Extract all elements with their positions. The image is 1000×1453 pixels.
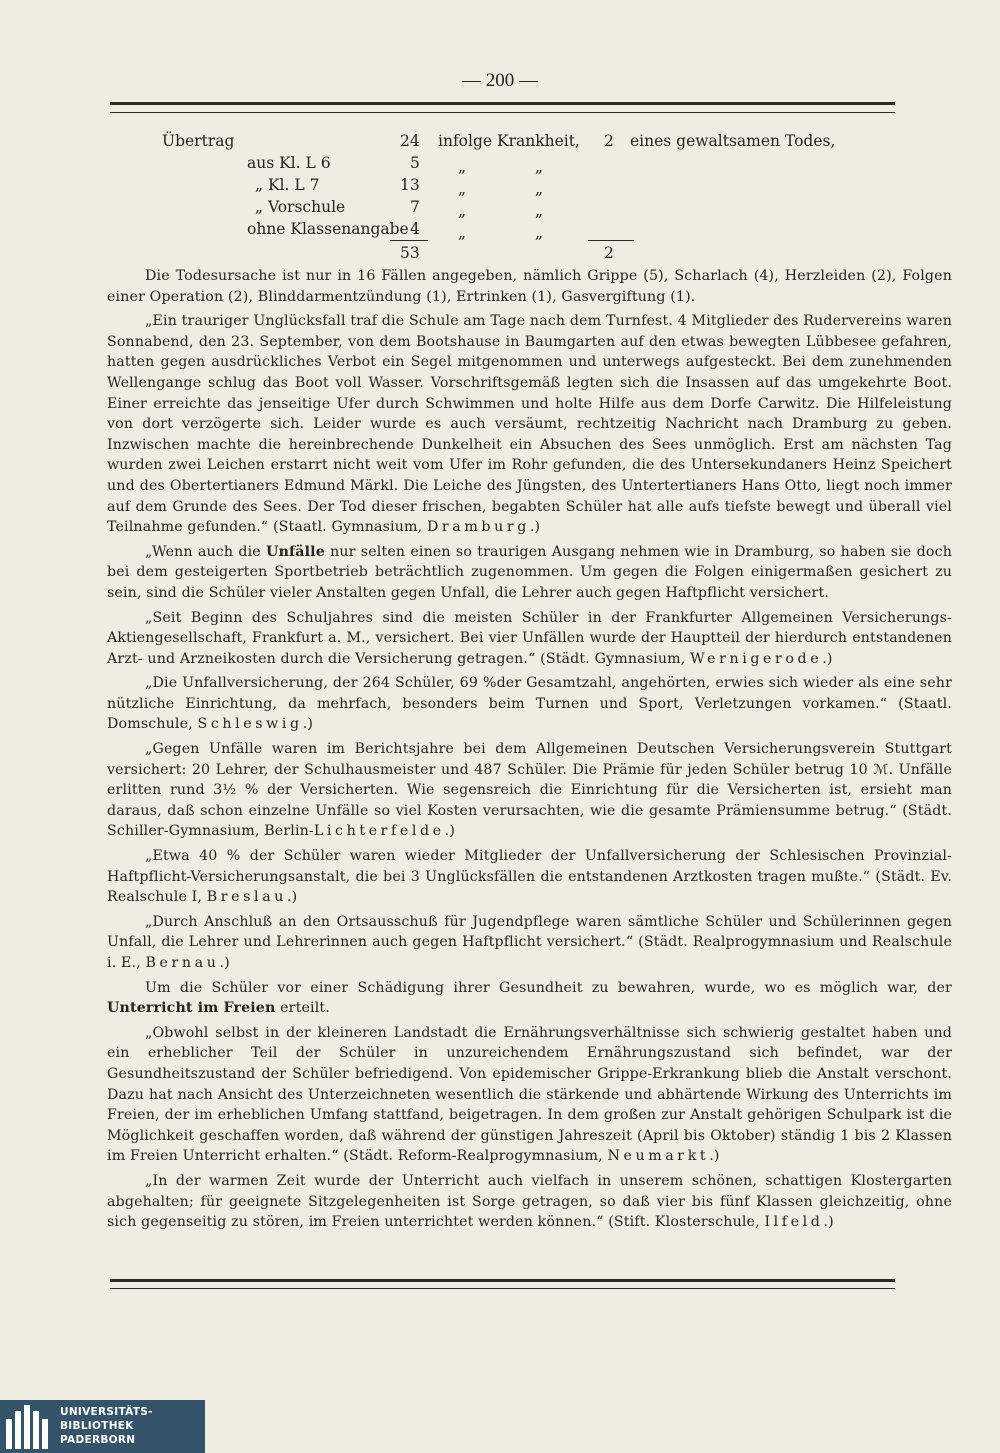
paragraph: „Die Unfallversicherung, der 264 Schüler, 69 %der Gesamtzahl, angehörten, erwies sich wieder als eine sehr nützliche Einrichtung, da mehrfach, besonders beim Turnen und Sport, Verletzungen vorkamen.“ (Staatl. Domschule, Schleswig.) [107, 675, 952, 733]
paragraph: „Obwohl selbst in der kleineren Landstadt die Ernährungsverhältnisse sich schwierig gestaltet haben und ein erheblicher Teil der Schüler in unzureichendem Ernährungszustand sich befindet, war der Gesundheitszustand der Schüler befriedigend. Von epidemischer Grippe-Erkrankung blieb die Anstalt verschont. Dazu hat nach Ansicht des Unterzeichneten wesentlich die stärkende und abhärtende Wirkung des Unterrichts im Freien, der im erheblichen Umfang stattfand, beigetragen. In dem großen zur Anstalt gehörigen Schulpark ist die Möglichkeit geschaffen worden, daß während der günstigen Jahreszeit (April bis Oktober) ständig 1 bis 2 Klassen im Freien Unterricht erhalten.“ (Städt. Reform-Realprogymnasium, Neumarkt.) [107, 1024, 952, 1165]
tally-violent-total: 2 [604, 244, 614, 262]
footer-double-rule [110, 1279, 895, 1289]
library-logo [0, 1400, 205, 1453]
death-tally-table [0, 132, 1000, 267]
ditto-mark: „ [458, 224, 467, 242]
tally-row-label: „ Kl. L 7 [255, 176, 320, 194]
school-place: Lichterfelde [313, 823, 445, 840]
sum-line [390, 240, 428, 241]
library-logo-text: UNIVERSITÄTS- BIBLIOTHEK PADERBORN [60, 1406, 153, 1446]
tally-violent-text: eines gewaltsamen Todes, [630, 132, 836, 150]
paragraph: „Seit Beginn des Schuljahres sind die meisten Schüler in der Frankfurter Allgemeinen Versicherungs-Aktiengesellschaft, Frankfurt a. M., versichert. Bei vier Unfällen wurde der Hauptteil der hierdurch entstandenen Arzt- und Arzneikosten durch die Versicherung getragen.“ (Städt. Gymnasium, Wernigerode.) [107, 609, 952, 667]
tally-label-carryover: Übertrag [162, 132, 235, 150]
ditto-mark: „ [458, 202, 467, 220]
paragraph: „In der warmen Zeit wurde der Unterricht auch vielfach in unserem schönen, schattigen Klostergarten abgehalten; für geeignete Sitzgelegenheiten ist Sorge getragen, so daß vier bis fünf Klassen gleichzeitig, ohne sich gegenseitig zu stören, im Freien unterrichtet werden können.“ (Stift. Klosterschule, Ilfeld.) [107, 1172, 952, 1231]
paragraph: „Etwa 40 % der Schüler waren wieder Mitglieder der Unfallversicherung der Schlesischen Provinzial-Haftpflicht-Versicherungsanstalt, die bei 3 Unglücksfällen die entstandenen Arztkosten tragen mußte.“ (Städt. Ev. Realschule I, Breslau.) [107, 848, 952, 906]
bold-term: Unterricht im Freien [107, 1000, 276, 1017]
school-place: Wernigerode [690, 650, 823, 667]
ditto-mark: „ [458, 180, 467, 198]
tally-row-count: 13 [400, 176, 420, 194]
ditto-mark: „ [535, 202, 544, 220]
school-place: Dramburg [426, 519, 530, 536]
tally-row-label: aus Kl. L 6 [247, 154, 331, 172]
school-place: Neumarkt [607, 1148, 710, 1165]
school-place: Breslau [206, 889, 287, 906]
school-place: Ilfeld [764, 1214, 824, 1231]
paragraph: Um die Schüler vor einer Schädigung ihrer Gesundheit zu bewahren, wurde, wo es möglich war, der Unterricht im Freien erteilt. [107, 979, 952, 1017]
tally-row-count: 5 [410, 154, 420, 172]
tally-row-label: ohne Klassenangabe [247, 220, 409, 238]
library-columns-icon [6, 1405, 50, 1449]
tally-count-carryover: 24 [400, 132, 420, 150]
header-double-rule [110, 102, 895, 113]
tally-violent-count: 2 [604, 132, 614, 150]
page-number: — 200 — [462, 70, 538, 91]
sum-line [588, 240, 634, 241]
ditto-mark: „ [535, 158, 544, 176]
tally-total: 53 [400, 244, 420, 262]
paragraph: Die Todesursache ist nur in 16 Fällen angegeben, nämlich Grippe (5), Scharlach (4), Herzleiden (2), Folgen einer Operation (2), Blinddarmentzündung (1), Ertrinken (1), Gasvergiftung (1). [107, 268, 952, 305]
paragraph: „Gegen Unfälle waren im Berichtsjahre bei dem Allgemeinen Deutschen Versicherungsverein Stuttgart versichert: 20 Lehrer, der Schulhausmeister und 487 Schüler. Die Prämie für jeden Schüler betrug 10 ℳ. Unfälle erlitten rund 3½ % der Versicherten. Wie segensreich die Einrichtung für die Versicherten ist, ersieht man daraus, daß schon einzelne Unfälle so viel Kosten verursachten, wie die gesamte Prämiensumme betrug.“ (Städt. Schiller-Gymnasium, Berlin-Lichterfelde.) [107, 741, 952, 840]
paragraph: „Ein trauriger Unglücksfall traf die Schule am Tage nach dem Turnfest. 4 Mitglieder des Rudervereins waren Sonnabend, den 23. September, von dem Bootshause in Baumgarten auf den etwas bewegten Lübbesee gefahren, hatten gegen ausdrückliches Verbot ein Segel mitgenommen und unterwegs aufgesteckt. Bei dem zunehmenden Wellengange schlug das Boot voll Wasser. Vorschriftsgemäß legten sich die Insassen auf das umgekehrte Boot. Einer erreichte das jenseitige Ufer durch Schwimmen und holte Hilfe aus dem Dorfe Carwitz. Die Hilfeleistung von dort verzögerte sich. Leider wurde es auch versäumt, rechtzeitig Nachricht nach Dramburg zu geben. Inzwischen machte die hereinbrechende Dunkelheit ein Absuchen des Sees unmöglich. Erst am nächsten Tag wurden zwei Leichen erstarrt nicht weit vom Ufer im Rohr gefunden, die des Untersekundaners Heinz Speichert und des Obertertianers Edmund Märkl. Die Leiche des Jüngsten, des Untertertianers Hans Otto, liegt noch immer auf dem Grunde des Sees. Der Tod dieser frischen, begabten Schüler hat alle aufs tiefste bewegt und überall viel Teilnahme gefunden.“ (Staatl. Gymnasium, Dramburg.) [107, 313, 952, 536]
school-place: Schleswig [197, 716, 303, 733]
body-text [107, 266, 952, 1237]
paragraph: „Durch Anschluß an den Ortsausschuß für Jugendpflege waren sämtliche Schüler und Schülerinnen gegen Unfall, die Lehrer und Lehrerinnen auch gegen Haftpflicht versichert.“ (Städt. Realprogymnasium und Realschule i. E., Bernau.) [107, 913, 952, 971]
school-place: Bernau [145, 955, 220, 971]
ditto-mark: „ [535, 224, 544, 242]
bold-term: Unfälle [266, 543, 325, 560]
ditto-mark: „ [458, 158, 467, 176]
ditto-mark: „ [535, 180, 544, 198]
paragraph: „Wenn auch die Unfälle nur selten einen so traurigen Ausgang nehmen wie in Dramburg, so haben sie doch bei dem gesteigerten Sportbetrieb beträchtlich zugenommen. Um gegen die Folgen einigermaßen gesichert zu sein, sind die Schüler vieler Anstalten gegen Unfall, die Lehrer auch gegen Haftpflicht versichert. [107, 543, 952, 601]
tally-row-label: „ Vorschule [255, 198, 346, 216]
tally-row-count: 7 [410, 198, 420, 216]
tally-illness-text: infolge Krankheit, [438, 132, 580, 150]
tally-row-count: 4 [410, 220, 420, 238]
